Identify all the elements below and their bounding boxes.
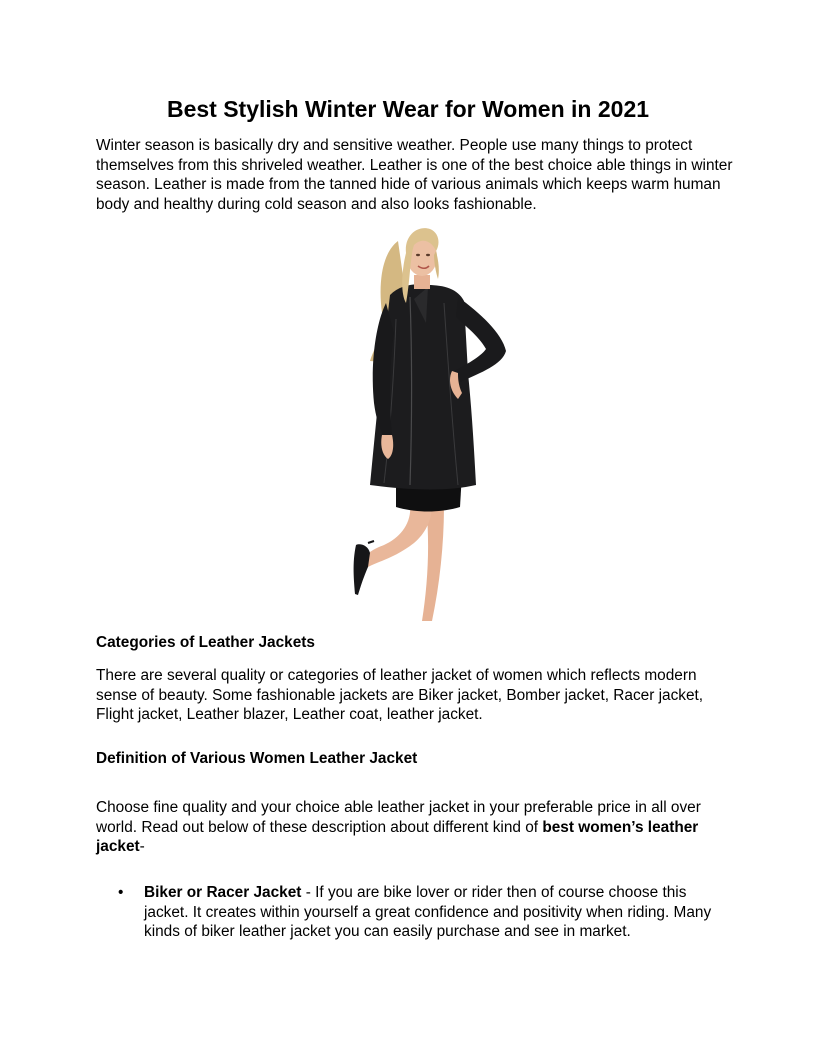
woman-leather-coat-photo	[340, 223, 516, 624]
choose-bold-phrase: best women’s leather jacket	[96, 818, 699, 856]
choose-suffix: -	[139, 838, 145, 856]
section-heading-definition: Definition of Various Women Leather Jacket	[96, 750, 418, 767]
leg-left	[362, 505, 432, 567]
list-item-text	[144, 883, 729, 942]
shoe	[354, 544, 370, 595]
categories-paragraph: There are several quality or categories of leather jacket of women which reflects modern sense of beauty. Some fashionable jackets are Biker jacket, Bomber jacket, Racer jacket, Flight jacket, Leather blazer, Leather coat, leather jacket.	[96, 667, 704, 724]
choose-paragraph	[96, 798, 736, 857]
intro-paragraph: Winter season is basically dry and sensitive weather. People use many things to protect themselves from this shriveled weather. Leather is one of the best choice able things in winter season. Leather is made from the tanned hide of various animals which keeps warm human body and healthy during cold season and also looks fashionable.	[96, 137, 733, 213]
bullet-icon: •	[118, 884, 124, 901]
list-item-title: Biker or Racer Jacket	[144, 884, 302, 901]
page-title: Best Stylish Winter Wear for Women in 2021	[166, 96, 650, 122]
section-heading-categories: Categories of Leather Jackets	[96, 634, 315, 651]
choose-text: Choose fine quality and your choice able leather jacket in your preferable price in all over world. Read out below of these description about different kind of	[96, 799, 701, 836]
list-item-description: - If you are bike lover or rider then of course choose this jacket. It creates within yourself a great confidence and positivity when riding. Many kinds of biker leather jacket you can easily purchase and see in market.	[144, 884, 712, 941]
